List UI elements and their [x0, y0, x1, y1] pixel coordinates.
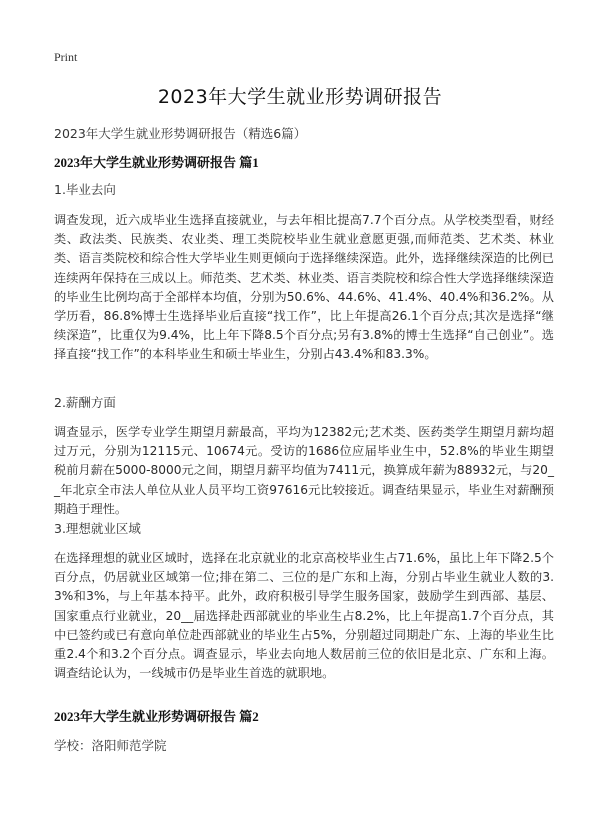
article-2-heading: 2023年大学生就业形势调研报告 篇2: [54, 709, 259, 724]
section-heading-salary: 2.薪酬方面: [54, 395, 116, 410]
section-heading-destination: 1.毕业去向: [54, 182, 116, 197]
document-subtitle: 2023年大学生就业形势调研报告（精选6篇）: [54, 126, 307, 141]
paragraph-salary: 调查显示，医学专业学生期望月薪最高，平均为12382元;艺术类、医药类学生期望月薪均超过万元，分别为12115元、10674元。受访的1686位应届毕业生中，52.8%的毕业生期望税前月薪在5000-8000元之间，期望月薪平均值为7411元，换算成年薪为88932元，与20__年北京全市法人单位从业人员平均工资97616元比较接近。调查结果显示，毕业生对薪酬预期趋于理性。: [54, 425, 554, 516]
paragraph-destination: 调查发现，近六成毕业生选择直接就业，与去年相比提高7.7个百分点。从学校类型看，财经类、政法类、民族类、农业类、理工类院校毕业生就业意愿更强,而师范类、艺术类、林业类、语言类院校和综合性大学毕业生则更倾向于选择继续深造。此外，选择继续深造的比例已连续两年保持在三成以上。师范类、艺术类、林业类、语言类院校和综合性大学选择继续深造的毕业生比例均高于全部样本均值，分别为50.6%、44.6%、41.4%、40.4%和36.2%。从学历看，86.8%博士生选择毕业后直接“找工作”，比上年提高26.1个百分点;其次是选择“继续深造”，比重仅为9.4%，比上年下降8.5个百分点;另有3.8%的博士生选择“自己创业”。选择直接“找工作”的本科毕业生和硕士毕业生，分别占43.4%和83.3%。: [54, 213, 554, 362]
document-title: 2023年大学生就业形势调研报告: [157, 86, 443, 108]
print-label: Print: [54, 50, 78, 64]
section-heading-region: 3.理想就业区域: [54, 521, 141, 536]
paragraph-region: 在选择理想的就业区域时，选择在北京就业的北京高校毕业生占71.6%，虽比上年下降2.5个百分点，仍居就业区域第一位;排在第二、三位的是广东和上海，分别占毕业生就业人数的3.3%和3%，与上年基本持平。此外，政府积极引导学生服务国家，鼓励学生到西部、基层、国家重点行业就业，20__届选择赴西部就业的毕业生占8.2%，比上年提高1.7个百分点，其中已签约或已有意向单位赴西部就业的毕业生占5%，分别超过同期赴广东、上海的毕业生比重2.4个和3.2个百分点。调查显示，毕业去向地人数居前三位的依旧是北京、广东和上海。调查结论认为，一线城市仍是毕业生首选的就职地。: [54, 551, 554, 681]
school-line: 学校：洛阳师范学院: [54, 738, 167, 753]
article-1-heading: 2023年大学生就业形势调研报告 篇1: [54, 155, 259, 170]
